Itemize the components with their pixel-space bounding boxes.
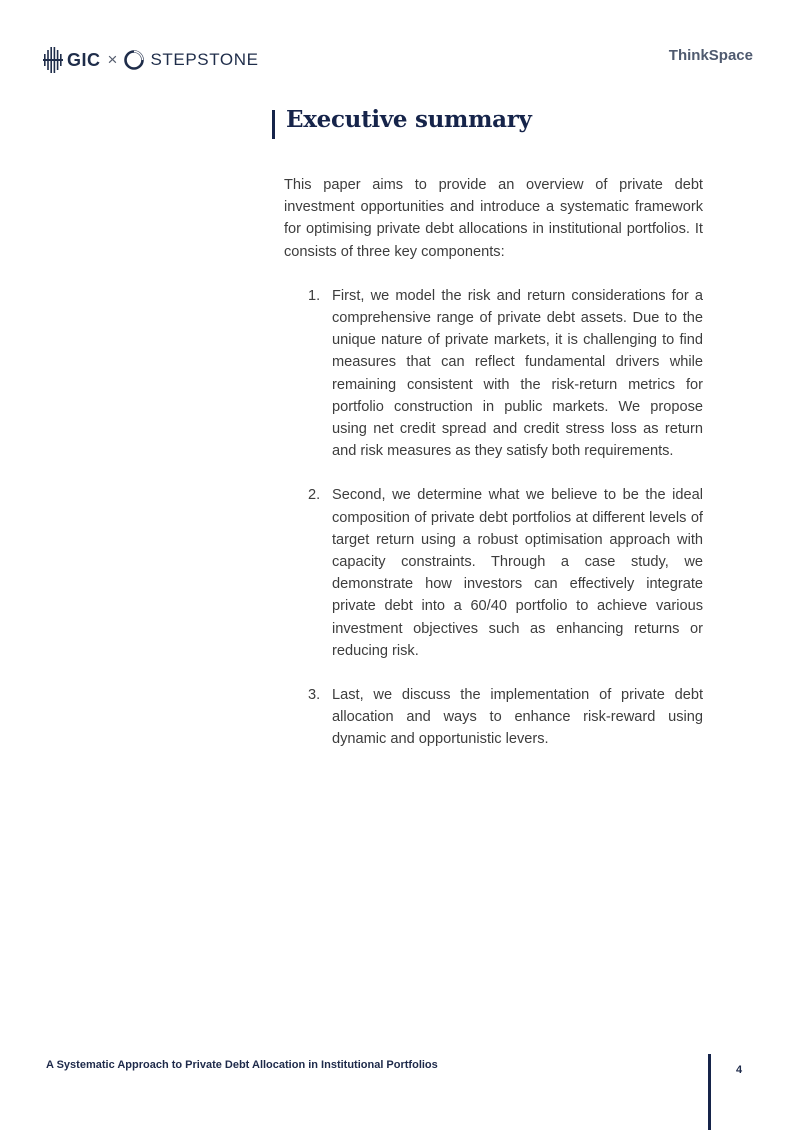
components-list	[284, 285, 703, 751]
list-item-number: 3.	[308, 687, 321, 704]
list-item	[284, 684, 703, 751]
gic-logo-text: GIC	[67, 49, 101, 70]
intro-paragraph: This paper aims to provide an overview of private debt investment opportunities and introduce a systematic framework for optimising private debt allocations in institutional portfolios. It consists of three key components:	[284, 177, 703, 260]
section-body	[284, 174, 703, 773]
page-number: 4	[736, 1064, 743, 1076]
footer-accent-bar	[708, 1054, 711, 1130]
gic-stepstone-logo	[43, 45, 259, 75]
title-accent-bar	[272, 110, 275, 139]
gic-logo-icon	[43, 46, 63, 74]
thinkspace-brand: ThinkSpace	[668, 47, 753, 64]
list-item-text: Second, we determine what we believe to be the ideal composition of private debt portfolios at different levels of target return using a robust optimisation approach with capacity constraints. Through a case study, we demonstrate how investors can effectively integrate private debt into a 60/40 portfolio to achieve various investment objectives such as enhancing returns or reducing risk.	[332, 487, 703, 659]
list-item-number: 2.	[308, 487, 321, 504]
list-item-number: 1.	[308, 287, 321, 304]
list-item-text: First, we model the risk and return considerations for a comprehensive range of private debt assets. Due to the unique nature of private markets, it is challenging to find measures that can reflect fundamental drivers while remaining consistent with the risk-return metrics for portfolio construction in public markets. We propose using net credit spread and credit stress loss as return and risk measures as they satisfy both requirements.	[332, 287, 703, 460]
logo-separator: ×	[107, 50, 118, 69]
section-title: Executive summary	[286, 106, 532, 133]
list-item	[284, 484, 703, 662]
stepstone-logo-icon	[123, 49, 145, 71]
list-item-text: Last, we discuss the implementation of private debt allocation and ways to enhance risk-reward using dynamic and opportunistic levers.	[332, 687, 703, 748]
footer-document-title: A Systematic Approach to Private Debt Allocation in Institutional Portfolios	[46, 1059, 438, 1071]
list-item	[284, 285, 703, 463]
stepstone-logo-text: STEPSTONE	[150, 50, 259, 69]
